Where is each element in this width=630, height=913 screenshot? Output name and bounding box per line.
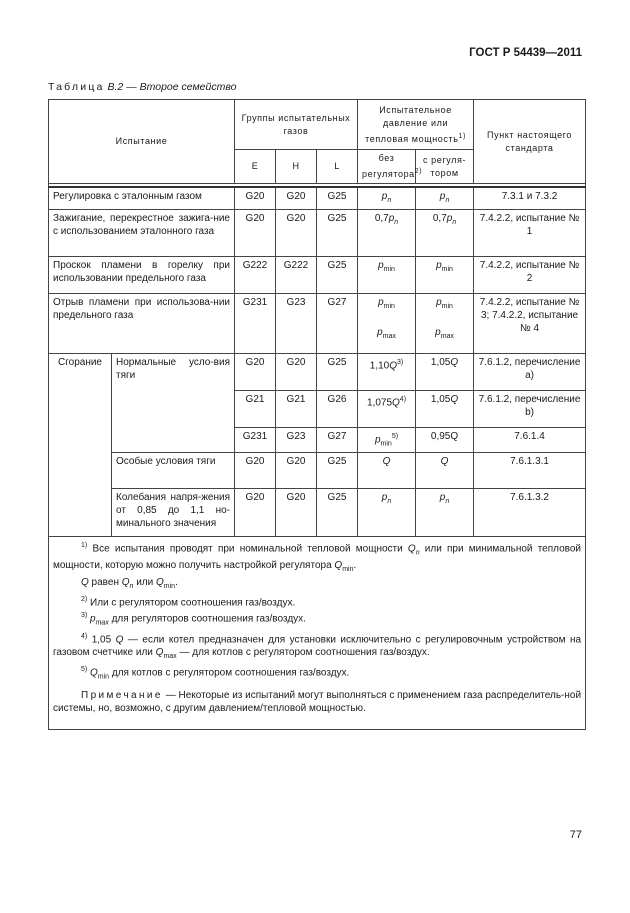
cell-p1: $1,10Q^{3)}$ [358, 353, 416, 390]
cell-h: G20 [276, 187, 317, 210]
standard-header: ГОСТ Р 54439—2011 [469, 47, 582, 59]
col-test: Испытание [49, 100, 235, 184]
table-row [49, 293, 586, 353]
cell-clause: 7.4.2.2, испытание № 1 [474, 209, 586, 256]
cell-clause: 7.6.1.4 [474, 427, 586, 452]
table-row [49, 187, 586, 210]
cell-l: G25 [317, 256, 358, 293]
cell-e: G20 [235, 488, 276, 536]
cell-p2: $p_n$ [416, 187, 474, 210]
cell-h: G23 [276, 427, 317, 452]
cell-clause: 7.6.1.3.2 [474, 488, 586, 536]
cell-e: G222 [235, 256, 276, 293]
cell-l: G25 [317, 488, 358, 536]
cell-e: G231 [235, 293, 276, 353]
cell-p1: $p_{min}$ [358, 256, 416, 293]
table-row [49, 488, 586, 536]
footnote-5: $^{5)}$ $Q_{min}$ для котлов с регулятором соотношения газ/воздух. [81, 666, 350, 681]
col-e: E [235, 150, 276, 184]
cell-e: G20 [235, 209, 276, 256]
col-clause: Пункт настоящего стандарта [474, 100, 586, 184]
cell-clause: 7.6.1.3.1 [474, 452, 586, 488]
row-test: Отрыв пламени при использова-нии предельного газа [49, 293, 235, 353]
cell-e: G21 [235, 390, 276, 427]
cell-clause: 7.4.2.2, испытание № 3; 7.4.2.2, испытание № 4 [474, 293, 586, 353]
row-test: Зажигание, перекрестное зажига-ние с использованием эталонного газа [49, 209, 235, 256]
cell-h: G20 [276, 209, 317, 256]
cell-p1: Q [358, 452, 416, 488]
table-caption [48, 81, 236, 93]
col-with-reg: с регуля-тором [416, 150, 474, 184]
cell-h: G20 [276, 353, 317, 390]
cell-p1: $1,075Q^{4)}$ [358, 390, 416, 427]
cell-h: G21 [276, 390, 317, 427]
cell-p2: 1,05Q [416, 390, 474, 427]
col-without-reg: без регулятора$^{2)}$ [358, 150, 416, 184]
cell-h: G20 [276, 488, 317, 536]
cell-clause: 7.4.2.2, испытание № 2 [474, 256, 586, 293]
col-pressure: Испытательное давление или тепловая мощность$^{1)}$ [358, 100, 474, 150]
table-row [49, 452, 586, 488]
cell-p2: $p_{min}$ $p_{max}$ [416, 293, 474, 353]
cell-l: G26 [317, 390, 358, 427]
footnote-2: $^{2)}$ Или с регулятором соотношения газ/воздух. [81, 596, 296, 609]
cell-h: G20 [276, 452, 317, 488]
cell-l: G25 [317, 452, 358, 488]
cell-e: G231 [235, 427, 276, 452]
footnotes-block [49, 536, 586, 730]
cell-l: G25 [317, 187, 358, 210]
cell-p1: $p_n$ [358, 488, 416, 536]
cell-p1: $p_{min}$ $p_{max}$ [358, 293, 416, 353]
cell-p2: $0,7p_n$ [416, 209, 474, 256]
cell-p2: Q [416, 452, 474, 488]
cell-h: G23 [276, 293, 317, 353]
caption-word: Таблица [48, 81, 105, 93]
caption-rest: В.2 — Второе семейство [107, 81, 237, 93]
page-number: 77 [569, 829, 582, 841]
cell-p1: $0,7p_n$ [358, 209, 416, 256]
footnote-4: $^{4)}$ 1,05 Q — если котел предназначен для установки исключительно с регулировочным устройством на газовом счетчике или $Q_{max}$ — для котлов с регулятором соотношения газ/воздух. [53, 632, 582, 661]
cell-l: G27 [317, 293, 358, 353]
table-row [49, 353, 586, 390]
footnote-3: $^{3)}$ $p_{max}$ для регуляторов соотношения газ/воздух. [81, 612, 306, 627]
cell-p2: 1,05Q [416, 353, 474, 390]
cell-clause: 7.6.1.2, перечисление b) [474, 390, 586, 427]
cell-clause: 7.6.1.2, перечисление а) [474, 353, 586, 390]
sub-test: Колебания напря-жения от 0,85 до 1,1 но-минального значения [112, 488, 235, 536]
cell-p1: $p_{min}^{5)}$ [358, 427, 416, 452]
col-l: L [317, 150, 358, 184]
cell-e: G20 [235, 452, 276, 488]
footnote-q: Q равен $Q_n$ или $Q_{min}$. [81, 577, 178, 591]
cell-p2: 0,95Q [416, 427, 474, 452]
cell-h: G222 [276, 256, 317, 293]
sub-test: Нормальные усло-вия тяги [112, 353, 235, 452]
tests-table [48, 99, 586, 730]
col-h: H [276, 150, 317, 184]
cell-clause: 7.3.1 и 7.3.2 [474, 187, 586, 210]
footnote-1: $^{1)}$ Все испытания проводят при номинальной тепловой мощности $Q_n$ или при минимальной тепловой мощности, которую можно получить настройкой регулятора $Q_{min}$. [53, 541, 582, 574]
row-test: Регулировка с эталонным газом [49, 187, 235, 210]
cell-e: G20 [235, 187, 276, 210]
table-row [49, 209, 586, 256]
cell-p2: $p_n$ [416, 488, 474, 536]
cell-l: G25 [317, 209, 358, 256]
table-row [49, 256, 586, 293]
row-test: Проскок пламени в горелку при использовании предельного газа [49, 256, 235, 293]
cell-p1: $p_n$ [358, 187, 416, 210]
sub-test: Особые условия тяги [112, 452, 235, 488]
combustion-label: Сгорание [49, 353, 112, 536]
cell-l: G25 [317, 353, 358, 390]
cell-p2: $p_{min}$ [416, 256, 474, 293]
cell-l: G27 [317, 427, 358, 452]
note: Примечание — Некоторые из испытаний могут выполняться с применением газа распределитель-ной системы, но, возможно, с другим давлением/тепловой мощностью. [53, 690, 582, 715]
col-groups: Группы испытательных газов [235, 100, 358, 150]
cell-e: G20 [235, 353, 276, 390]
